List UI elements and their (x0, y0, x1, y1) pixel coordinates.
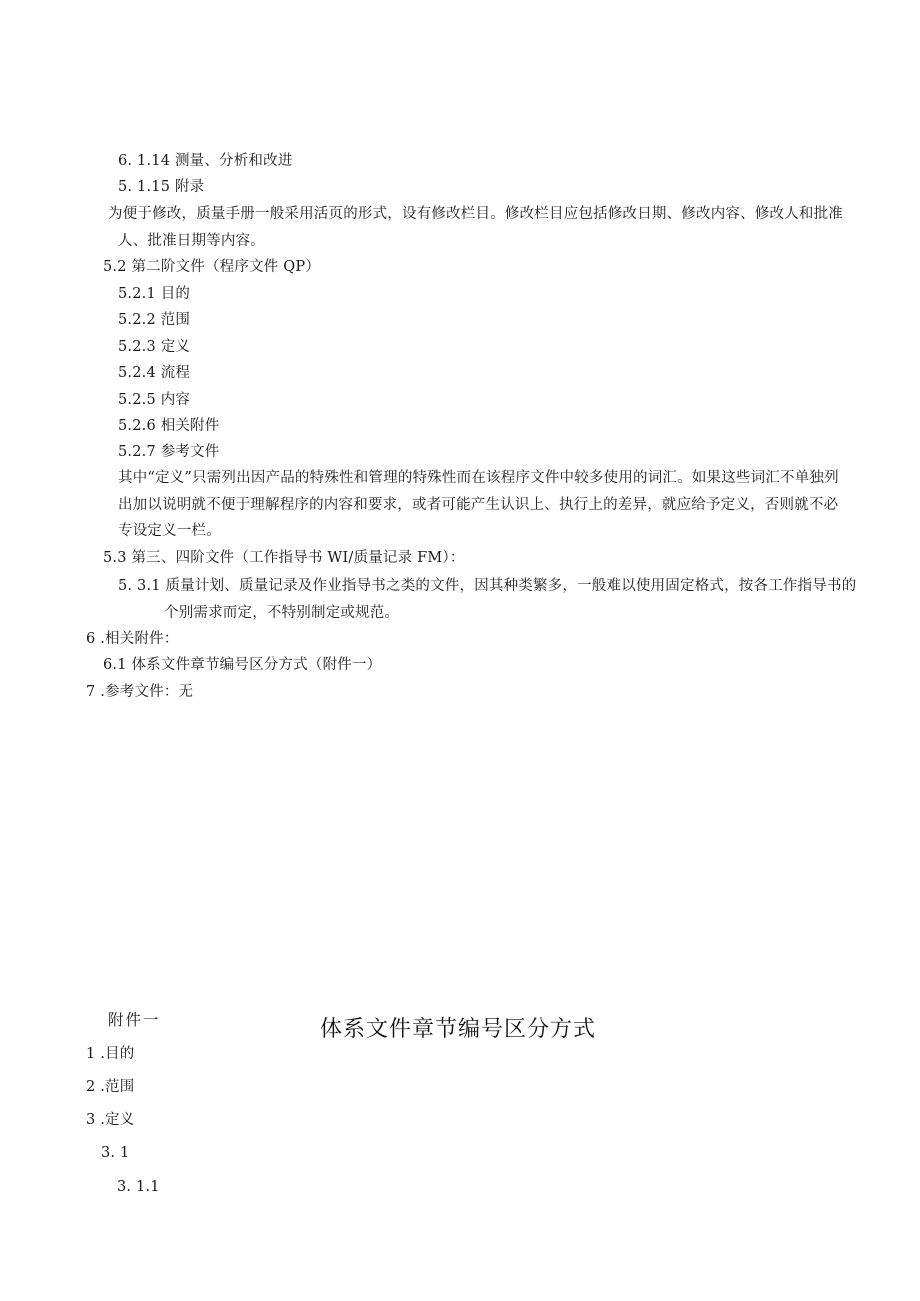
item-5-2-3: 5.2.3 定义 (118, 339, 191, 355)
annex-label: 附件一 (108, 1011, 161, 1029)
item-6-1-14: 6. 1.14 测量、分析和改进 (118, 153, 293, 169)
section-5-2-heading: 5.2 第二阶文件（程序文件 QP） (103, 259, 321, 275)
item-5-2-2: 5.2.2 范围 (118, 312, 191, 328)
item-5-2-1: 5.2.1 目的 (118, 286, 191, 302)
item-5-3-1: 5. 3.1 质量计划、质量记录及作业指导书之类的文件，因其种类繁多，一般难以使用固定格式，按各工作指导书的个别需求而定，不特别制定或规范。 (118, 578, 857, 621)
item-5-2-6: 5.2.6 相关附件 (118, 418, 220, 434)
revision-paragraph: 为便于修改，质量手册一般采用活页的形式，设有修改栏目。修改栏目应包括修改日期、修改内容、修改人和批准人、批准日期等内容。 (108, 206, 843, 249)
item-5-2-4: 5.2.4 流程 (118, 365, 191, 381)
item-5-2-5: 5.2.5 内容 (118, 392, 191, 408)
annex-item-2: 2 .范围 (86, 1079, 135, 1095)
section-7-heading: 7 .参考文件：无 (86, 684, 194, 700)
annex-item-1: 1 .目的 (86, 1046, 135, 1062)
item-6-1: 6.1 体系文件章节编号区分方式（附件一） (103, 657, 382, 673)
definition-paragraph: 其中“定义”只需列出因产品的特殊性和管理的特殊性而在该程序文件中较多使用的词汇。如果这些词汇不单独列出加以说明就不便于理解程序的内容和要求，或者可能产生认识上、执行上的差异，就应给予定义，否则就不必专设定义一栏。 (118, 470, 839, 539)
annex-title: 体系文件章节编号区分方式 (320, 1017, 597, 1042)
item-5-1-15: 5. 1.15 附录 (118, 179, 205, 195)
item-5-2-7: 5.2.7 参考文件 (118, 444, 220, 460)
annex-item-3-1: 3. 1 (101, 1145, 130, 1161)
annex-item-3: 3 .定义 (86, 1112, 135, 1128)
annex-item-3-1-1: 3. 1.1 (117, 1179, 160, 1195)
section-6-heading: 6 .相关附件： (86, 631, 179, 647)
section-5-3-heading: 5.3 第三、四阶文件（工作指导书 WI/质量记录 FM）： (103, 550, 465, 566)
